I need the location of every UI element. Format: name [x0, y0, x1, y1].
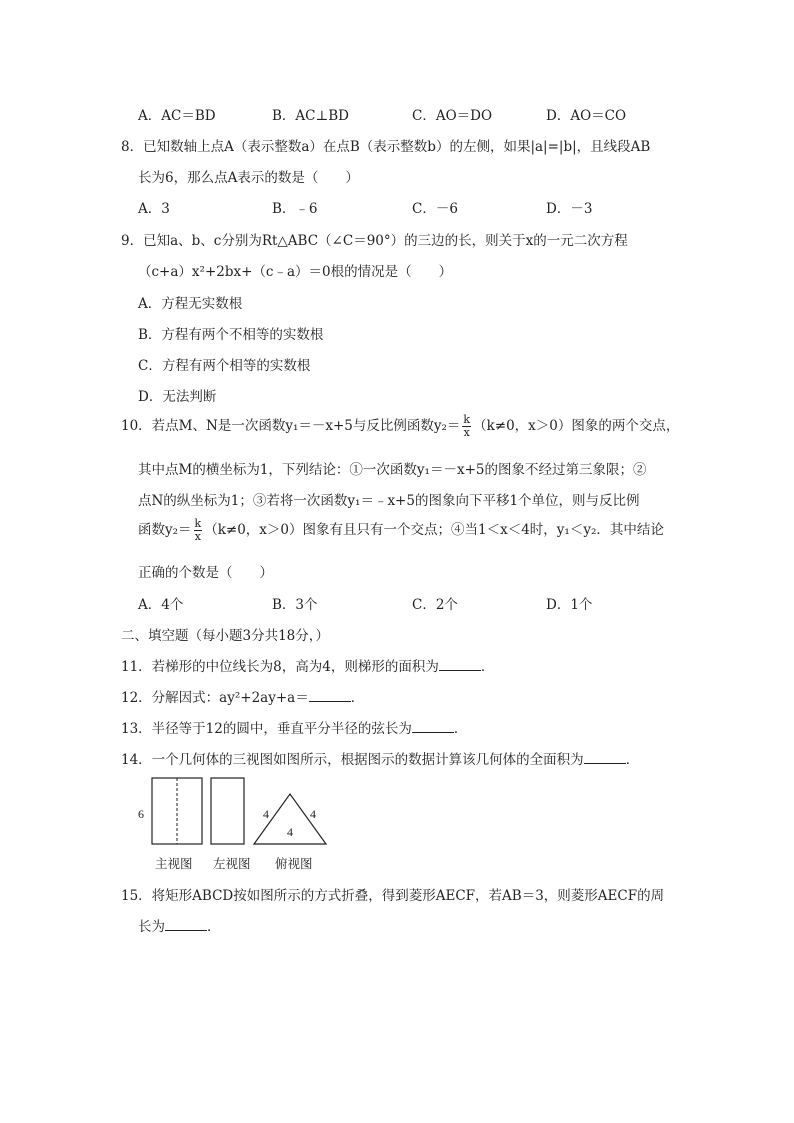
q14-answer-blank[interactable]	[584, 751, 626, 764]
q7-option-b: B．AC⊥BD	[272, 108, 349, 124]
q15-answer-blank[interactable]	[165, 918, 207, 931]
q10-line-5: 正确的个数是（ ）	[138, 565, 273, 581]
q11-answer-blank[interactable]	[439, 658, 481, 671]
triangle-base-label: 4	[287, 825, 293, 839]
q9-line-2: （c+a）x²+2bx+（c﹣a）＝0根的情况是（ ）	[138, 264, 453, 280]
q10-line-1	[121, 414, 679, 439]
q11-text: 11．若梯形的中位线长为8，高为4，则梯形的面积为	[121, 659, 439, 675]
q11	[121, 655, 494, 675]
q15-end: ．	[207, 919, 221, 935]
q9-line-1: 9．已知a、b、c分别为Rt△ABC（∠C＝90°）的三边的长，则关于x的一元二次方程	[121, 233, 628, 249]
q10-option-d: D．1个	[546, 597, 593, 613]
q10-fraction-1	[462, 414, 471, 439]
q8-line-2: 长为6，那么点A表示的数是（ ）	[138, 170, 359, 186]
q10-line-2: 其中点M的横坐标为1，下列结论：①一次函数y₁＝－x+5的图象不经过第三象限；②	[138, 462, 647, 478]
q7-option-a: A．AC＝BD	[138, 108, 216, 124]
q8-options	[138, 197, 738, 217]
q8-option-b: B．﹣6	[272, 201, 318, 217]
q15-line-2	[138, 915, 221, 935]
q9-option-b: B．方程有两个不相等的实数根	[138, 327, 324, 343]
q7-options	[138, 104, 738, 124]
q10-line-4	[138, 518, 664, 543]
q10-option-a: A．4个	[138, 597, 184, 613]
q10-line-1-start: 10．若点M、N是一次函数y₁＝－x+5与反比例函数y₂＝	[121, 418, 461, 434]
fraction-numerator: k	[194, 517, 202, 530]
q10-fraction-2	[194, 518, 203, 543]
q12-end: ．	[350, 690, 365, 706]
q15-line-1: 15．将矩形ABCD按如图所示的方式折叠，得到菱形AECF，若AB＝3，则菱形AECF的周	[121, 888, 665, 904]
q15-line-2-text: 长为	[138, 919, 165, 935]
q14-text: 14．一个几何体的三视图如图所示，根据图示的数据计算该几何体的全面积为	[121, 752, 584, 768]
q11-end: ．	[480, 659, 495, 675]
triangle-left-label: 4	[263, 807, 269, 821]
q8-option-d: D．－3	[546, 201, 593, 217]
fraction-denominator: x	[194, 530, 201, 543]
q14-end: ．	[625, 752, 640, 768]
q9-option-a: A．方程无实数根	[138, 296, 243, 312]
height-label: 6	[138, 807, 144, 821]
left-view-rect	[211, 778, 244, 844]
q14	[121, 748, 639, 768]
q10-line-1-end: （k≠0，x＞0）图象的两个交点，	[473, 418, 680, 434]
q9-option-d: D．无法判断	[138, 389, 217, 405]
q7-option-d: D．AO＝CO	[546, 108, 627, 124]
q8-line-1: 8．已知数轴上点A（表示整数a）在点B（表示整数b）的左侧，如果|a|=|b|，且线段AB	[121, 139, 651, 155]
q13	[121, 717, 467, 737]
q8-option-a: A．3	[138, 201, 170, 217]
q7-option-c: C．AO＝DO	[412, 108, 493, 124]
caption-front-view: 主视图	[155, 856, 193, 871]
q10-option-c: C．2个	[412, 597, 458, 613]
fraction-denominator: x	[463, 426, 470, 439]
q13-answer-blank[interactable]	[412, 720, 454, 733]
q10-line-3: 点N的纵坐标为1；③若将一次函数y₁＝﹣x+5的图象向下平移1个单位，则与反比例	[138, 493, 640, 509]
q8-option-c: C．－6	[412, 201, 458, 217]
q12	[121, 686, 364, 706]
q9-option-c: C．方程有两个相等的实数根	[138, 358, 311, 374]
section-heading: 二、填空题（每小题3分共18分，）	[121, 628, 330, 644]
q13-end: ．	[453, 721, 468, 737]
q12-answer-blank[interactable]	[309, 689, 351, 702]
triangle-right-label: 4	[310, 807, 316, 821]
q13-text: 13．半径等于12的圆中，垂直平分半径的弦长为	[121, 721, 412, 737]
q10-line-4-start: 函数y₂＝	[138, 522, 192, 538]
q12-text: 12．分解因式：ay²+2ay+a＝	[121, 690, 309, 706]
caption-left-view: 左视图	[213, 856, 251, 871]
caption-top-view: 俯视图	[275, 856, 313, 871]
q10-line-4-end: （k≠0，x＞0）图象有且只有一个交点；④当1＜x＜4时，y₁＜y₂．其中结论	[204, 522, 664, 538]
q10-option-b: B．3个	[272, 597, 318, 613]
three-view-figure	[130, 774, 330, 874]
fraction-numerator: k	[463, 413, 471, 426]
q10-options	[138, 593, 738, 613]
